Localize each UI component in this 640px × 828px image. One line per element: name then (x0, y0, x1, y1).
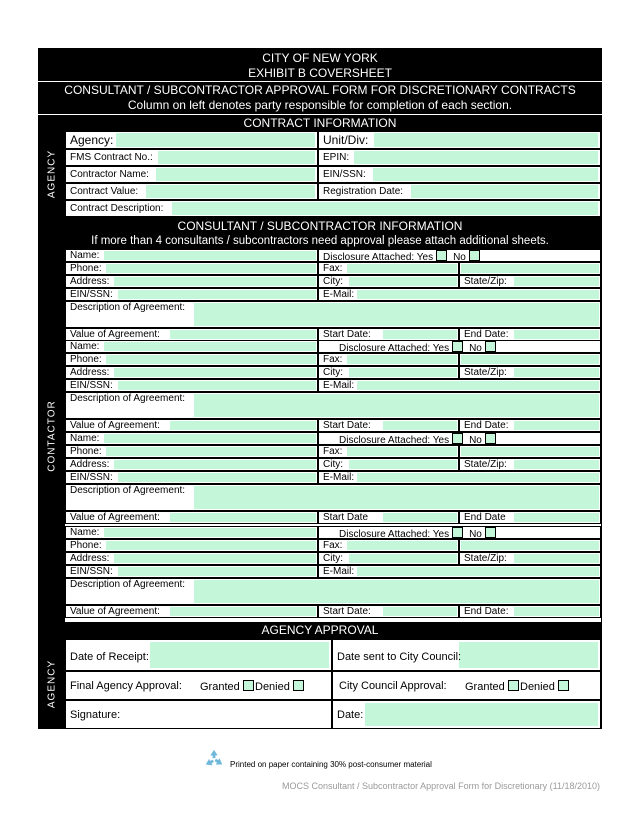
consultant-heading: CONSULTANT / SUBCONTRACTOR INFORMATION (177, 219, 463, 233)
consultant-2-city-field[interactable]: City: (318, 366, 459, 379)
section-heading-consultant (38, 217, 602, 249)
consultant-3-phone-field[interactable]: Phone: (65, 445, 318, 458)
unit-div-field[interactable]: Unit/Div: (318, 131, 601, 149)
checkbox-icon[interactable] (508, 680, 519, 691)
consultant-4-phone-field[interactable]: Phone: (65, 539, 318, 552)
consultant-1-description-field[interactable]: Description of Agreement: (65, 301, 601, 328)
consultant-4-ein-field[interactable]: EIN/SSN: (65, 565, 318, 578)
consultant-4-fax-field[interactable]: Fax: (318, 539, 459, 552)
council-denied-option[interactable]: Denied (520, 680, 569, 693)
consultant-4-description-field[interactable]: Description of Agreement: (65, 578, 601, 605)
checkbox-icon[interactable] (485, 433, 496, 444)
date-sent-council-field[interactable]: Date sent to City Council: (332, 639, 601, 671)
consultant-4-end-date-field[interactable]: End Date: (459, 605, 601, 618)
consultant-3-email-field[interactable]: E-Mail: (318, 471, 601, 484)
consultant-1-state-zip-field[interactable]: State/Zip: (459, 275, 601, 288)
consultant-1-end-date-field[interactable]: End Date: (459, 328, 601, 341)
consultant-2-fax-extra[interactable] (459, 353, 601, 366)
consultant-1-name-field[interactable]: Name: (65, 249, 318, 262)
approval-date-field[interactable]: Date: (332, 700, 601, 729)
consultant-2-end-date-field[interactable]: End Date: (459, 419, 601, 432)
consultant-1-phone-field[interactable]: Phone: (65, 262, 318, 275)
consultant-2-start-date-field[interactable]: Start Date: (318, 419, 459, 432)
consultant-2-ein-field[interactable]: EIN/SSN: (65, 379, 318, 392)
checkbox-icon[interactable] (485, 341, 496, 352)
side-label-agency-approval: AGENCY (38, 639, 65, 729)
consultant-2-disclosure: Disclosure Attached: Yes No (339, 341, 496, 353)
consultant-4-name-field[interactable]: Name: (65, 526, 318, 539)
consultant-3-address-field[interactable]: Address: (65, 458, 318, 471)
consultant-1-city-field[interactable]: City: (318, 275, 459, 288)
consultant-4-address-field[interactable]: Address: (65, 552, 318, 565)
consultant-1-disclosure: Disclosure Attached: Yes No (323, 250, 480, 262)
registration-date-field[interactable]: Registration Date: (318, 183, 601, 200)
consultant-4-city-field[interactable]: City: (318, 552, 459, 565)
checkbox-icon[interactable] (452, 341, 463, 352)
consultant-3-disclosure-field (318, 432, 601, 445)
form-subtitle: Column on left denotes party responsible for completion of each section. (127, 98, 513, 112)
consultant-1-ein-field[interactable]: EIN/SSN: (65, 288, 318, 301)
consultant-2-description-field[interactable]: Description of Agreement: (65, 392, 601, 419)
consultant-4-state-zip-field[interactable]: State/Zip: (459, 552, 601, 565)
section-heading-approval: AGENCY APPROVAL (38, 622, 602, 639)
checkbox-icon[interactable] (243, 680, 254, 691)
final-denied-option[interactable]: Denied (255, 680, 304, 693)
consultant-3-fax-field[interactable]: Fax: (318, 445, 459, 458)
header-exhibit: EXHIBIT B COVERSHEET (248, 66, 392, 80)
header-city: CITY OF NEW YORK (262, 51, 378, 65)
final-agency-approval-label: Final Agency Approval: (70, 680, 182, 692)
contract-value-field[interactable]: Contract Value: (65, 183, 318, 200)
consultant-3-value-field[interactable]: Value of Agreement: (65, 511, 318, 524)
consultant-2-phone-field[interactable]: Phone: (65, 353, 318, 366)
signature-field[interactable]: Signature: (65, 700, 332, 729)
consultant-2-value-field[interactable]: Value of Agreement: (65, 419, 318, 432)
consultant-2-state-zip-field[interactable]: State/Zip: (459, 366, 601, 379)
consultant-1-value-field[interactable]: Value of Agreement: (65, 328, 318, 341)
consultant-2-address-field[interactable]: Address: (65, 366, 318, 379)
agency-field[interactable]: Agency: (65, 131, 318, 149)
epin-field[interactable]: EPIN: (318, 149, 601, 166)
consultant-1-disclosure-field (318, 249, 601, 262)
consultant-1-fax-extra[interactable] (459, 262, 601, 275)
contractor-name-field[interactable]: Contractor Name: (65, 166, 318, 183)
consultant-4-value-field[interactable]: Value of Agreement: (65, 605, 318, 618)
consultant-subheading: If more than 4 consultants / subcontractors need approval please attach additional sheets. (91, 235, 549, 247)
consultant-2-email-field[interactable]: E-Mail: (318, 379, 601, 392)
form-identifier: MOCS Consultant / Subcontractor Approval Form for Discretionary (11/18/2010) (282, 781, 600, 791)
consultant-4-disclosure: Disclosure Attached: Yes No (339, 527, 496, 539)
consultant-4-start-date-field[interactable]: Start Date: (318, 605, 459, 618)
consultant-4-fax-extra[interactable] (459, 539, 601, 552)
final-granted-option[interactable]: Granted (200, 680, 254, 693)
checkbox-icon[interactable] (436, 250, 447, 261)
consultant-2-disclosure-field (318, 340, 601, 353)
consultant-1-fax-field[interactable]: Fax: (318, 262, 459, 275)
consultant-3-ein-field[interactable]: EIN/SSN: (65, 471, 318, 484)
consultant-2-name-field[interactable]: Name: (65, 340, 318, 353)
consultant-3-name-field[interactable]: Name: (65, 432, 318, 445)
checkbox-icon[interactable] (558, 680, 569, 691)
consultant-3-state-zip-field[interactable]: State/Zip: (459, 458, 601, 471)
consultant-3-city-field[interactable]: City: (318, 458, 459, 471)
consultant-3-disclosure: Disclosure Attached: Yes No (339, 433, 496, 445)
checkbox-icon[interactable] (485, 527, 496, 538)
consultant-3-description-field[interactable]: Description of Agreement: (65, 484, 601, 511)
fms-contract-field[interactable]: FMS Contract No.: (65, 149, 318, 166)
consultant-3-end-date-field[interactable]: End Date (459, 511, 601, 524)
consultant-2-fax-field[interactable]: Fax: (318, 353, 459, 366)
checkbox-icon[interactable] (452, 433, 463, 444)
recycle-icon (203, 748, 225, 770)
side-label-agency: AGENCY (38, 131, 65, 217)
city-council-approval-row (332, 671, 601, 700)
consultant-3-start-date-field[interactable]: Start Date (318, 511, 459, 524)
consultant-1-email-field[interactable]: E-Mail: (318, 288, 601, 301)
contract-ein-field[interactable]: EIN/SSN: (318, 166, 601, 183)
form-title: CONSULTANT / SUBCONTRACTOR APPROVAL FORM FOR DISCRETIONARY CONTRACTS (64, 83, 576, 97)
consultant-4-disclosure-field (318, 526, 601, 539)
consultant-3-fax-extra[interactable] (459, 445, 601, 458)
final-agency-approval-row (65, 671, 332, 700)
city-council-approval-label: City Council Approval: (339, 680, 447, 692)
date-of-receipt-field[interactable]: Date of Receipt: (65, 639, 332, 671)
contract-description-field[interactable]: Contract Description: (65, 200, 601, 217)
checkbox-icon[interactable] (452, 527, 463, 538)
recycled-paper-note: Printed on paper containing 30% post-consumer material (230, 760, 432, 769)
consultant-1-start-date-field[interactable]: Start Date: (318, 328, 459, 341)
side-label-contractor: CONTACTOR (38, 249, 65, 622)
form-header (38, 48, 602, 81)
section-heading-contract: CONTRACT INFORMATION (38, 114, 602, 131)
consultant-4-email-field[interactable]: E-Mail: (318, 565, 601, 578)
checkbox-icon[interactable] (469, 250, 480, 261)
checkbox-icon[interactable] (293, 680, 304, 691)
council-granted-option[interactable]: Granted (465, 680, 519, 693)
form-title-band (38, 81, 602, 114)
consultant-1-address-field[interactable]: Address: (65, 275, 318, 288)
